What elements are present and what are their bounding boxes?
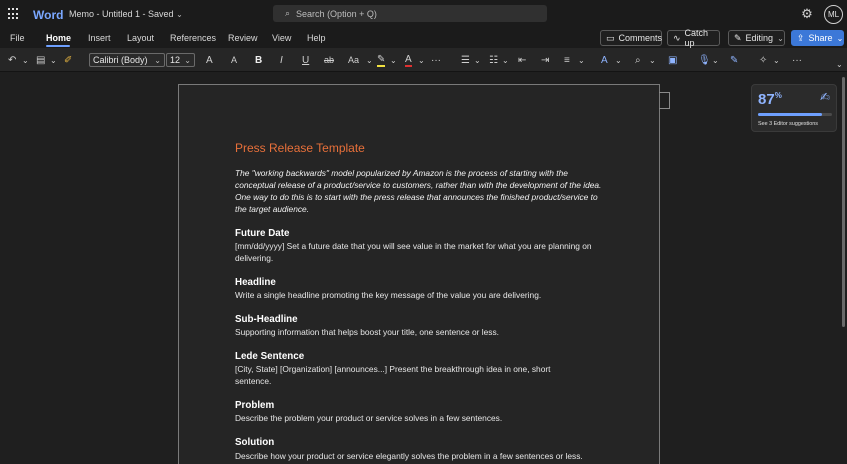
bullets-icon[interactable]: ☰ [461,54,470,66]
catch-up-icon: ∿ [673,32,681,43]
tab-insert[interactable]: Insert [88,33,111,43]
ribbon-more-button[interactable]: ··· [792,54,802,66]
styles-icon[interactable]: A [601,54,608,66]
document-title-text: Memo - Untitled 1 - Saved [69,9,174,19]
numbering-icon[interactable]: ☷ [489,54,498,66]
editor-score-value: 87 [758,91,775,108]
chevron-down-icon: ⌄ [176,10,183,19]
app-name[interactable]: Word [33,8,64,22]
highlight-color-icon[interactable]: ✎ [377,53,385,67]
decrease-indent-icon[interactable]: ⇤ [518,54,527,66]
search-placeholder: Search (Option + Q) [296,8,377,19]
chevron-down-icon[interactable]: ⌄ [474,55,481,65]
page-margin-marker [659,92,670,109]
section-body[interactable]: [City, State] [Organization] [announces...] Present the breakthrough idea in one, short sentence. [235,364,551,386]
section-title[interactable]: Sub-Headline [235,314,298,325]
catch-up-label: Catch up [684,28,709,48]
find-icon[interactable]: ⌕ [635,54,641,66]
tab-home[interactable]: Home [46,33,72,43]
editor-score-unit: % [774,91,782,100]
section-body[interactable]: Describe how your product or service elegantly solves the problem in a few sentences or less. [235,451,583,461]
chevron-down-icon[interactable]: ⌄ [366,55,373,65]
comments-button[interactable] [600,30,662,46]
designer-icon[interactable]: ✧ [759,54,768,66]
clipboard-icon[interactable]: ▤ [36,54,46,66]
chevron-down-icon[interactable]: ⌄ [615,55,622,65]
editor-score-card[interactable] [751,84,837,132]
section-body[interactable]: [mm/dd/yyyy] Set a future date that you will see value in the market for what you are planning on delivering. [235,241,592,263]
chevron-down-icon[interactable]: ⌄ [712,55,719,65]
tab-review[interactable]: Review [228,33,258,43]
shrink-font-button[interactable]: A [231,55,238,65]
editor-pen-icon: ✍ [819,90,830,104]
share-button[interactable] [791,30,844,46]
section-body[interactable]: Supporting information that helps boost your title, one sentence or less. [235,327,499,337]
section-body[interactable]: Write a single headline promoting the key message of the value you are delivering. [235,290,542,300]
catch-up-button[interactable] [667,30,720,46]
font-name-value: Calibri (Body) [93,55,148,65]
pencil-icon: ✎ [734,32,742,43]
align-icon[interactable]: ≡ [564,54,570,66]
settings-gear-icon[interactable]: ⚙ [801,6,813,21]
underline-button[interactable]: U [302,54,310,66]
section-title[interactable]: Headline [235,277,276,288]
dictate-icon[interactable]: 🎙 [698,54,711,66]
font-color-icon[interactable]: A [405,53,412,67]
editor-score-bar [758,113,832,116]
editor-suggestions-link[interactable]: See 3 Editor suggestions [758,121,818,127]
editor-icon[interactable]: ✎ [730,54,739,66]
search-icon: ⌕ [285,8,291,18]
chevron-down-icon: ⌄ [777,33,784,43]
app-launcher-icon[interactable] [8,8,20,20]
tab-view[interactable]: View [272,33,292,43]
document-heading[interactable]: Press Release Template [235,141,365,155]
chevron-down-icon[interactable]: ⌄ [649,55,656,65]
chevron-down-icon: ⌄ [184,55,191,65]
editing-label: Editing [745,33,774,43]
comments-label: Comments [618,33,663,43]
share-label: Share [808,33,833,43]
section-title[interactable]: Solution [235,437,275,448]
italic-button[interactable]: I [280,54,283,66]
comment-icon: ▭ [606,32,615,43]
chevron-down-icon[interactable]: ⌄ [502,55,509,65]
document-title[interactable] [69,9,183,19]
editor-score [758,91,782,108]
format-painter-icon[interactable]: ✐ [64,54,73,66]
chevron-down-icon[interactable]: ⌄ [773,55,780,65]
tab-file[interactable]: File [10,33,25,43]
chevron-down-icon[interactable]: ⌄ [50,55,57,65]
active-tab-indicator [46,45,70,47]
change-case-button[interactable]: Aa [348,55,360,65]
section-title[interactable]: Lede Sentence [235,351,305,362]
editing-mode-button[interactable] [728,30,785,46]
add-in-icon[interactable]: ▣ [668,54,678,66]
share-icon: ⇪ [797,32,805,43]
chevron-down-icon[interactable]: ⌄ [390,55,397,65]
ribbon-toolbar [0,48,847,72]
vertical-scrollbar[interactable] [842,77,845,327]
section-title[interactable]: Future Date [235,228,290,239]
strikethrough-button[interactable]: ab [324,55,335,65]
increase-indent-icon[interactable]: ⇥ [541,54,550,66]
chevron-down-icon: ⌄ [836,33,844,43]
document-intro[interactable]: The "working backwards" model popularized by Amazon is the process of starting with the conceptual release of a product/service to customers, rather than with the development of the idea. One way to do this is to start with the press release that announces the finished product/service to the target audience. [235,168,602,214]
font-size-value: 12 [170,55,181,65]
section-body[interactable]: Describe the problem your product or service solves in a few sentences. [235,413,503,423]
tab-references[interactable]: References [170,33,217,43]
more-fonts-button[interactable]: ··· [431,54,441,66]
chevron-down-icon[interactable]: ⌄ [836,59,843,69]
chevron-down-icon[interactable]: ⌄ [22,55,29,65]
chevron-down-icon: ⌄ [154,55,161,65]
font-size-dropdown[interactable] [166,53,195,67]
tab-layout[interactable]: Layout [127,33,155,43]
tab-help[interactable]: Help [307,33,326,43]
chevron-down-icon[interactable]: ⌄ [578,55,585,65]
undo-icon[interactable]: ↶ [8,54,17,66]
search-box[interactable] [273,5,547,22]
section-title[interactable]: Problem [235,400,275,411]
font-name-dropdown[interactable] [89,53,165,67]
bold-button[interactable]: B [255,54,263,66]
chevron-down-icon[interactable]: ⌄ [418,55,425,65]
avatar[interactable]: ML [824,5,843,24]
grow-font-button[interactable]: A [206,54,213,66]
editor-score-fill [758,113,822,116]
title-bar [0,0,847,28]
